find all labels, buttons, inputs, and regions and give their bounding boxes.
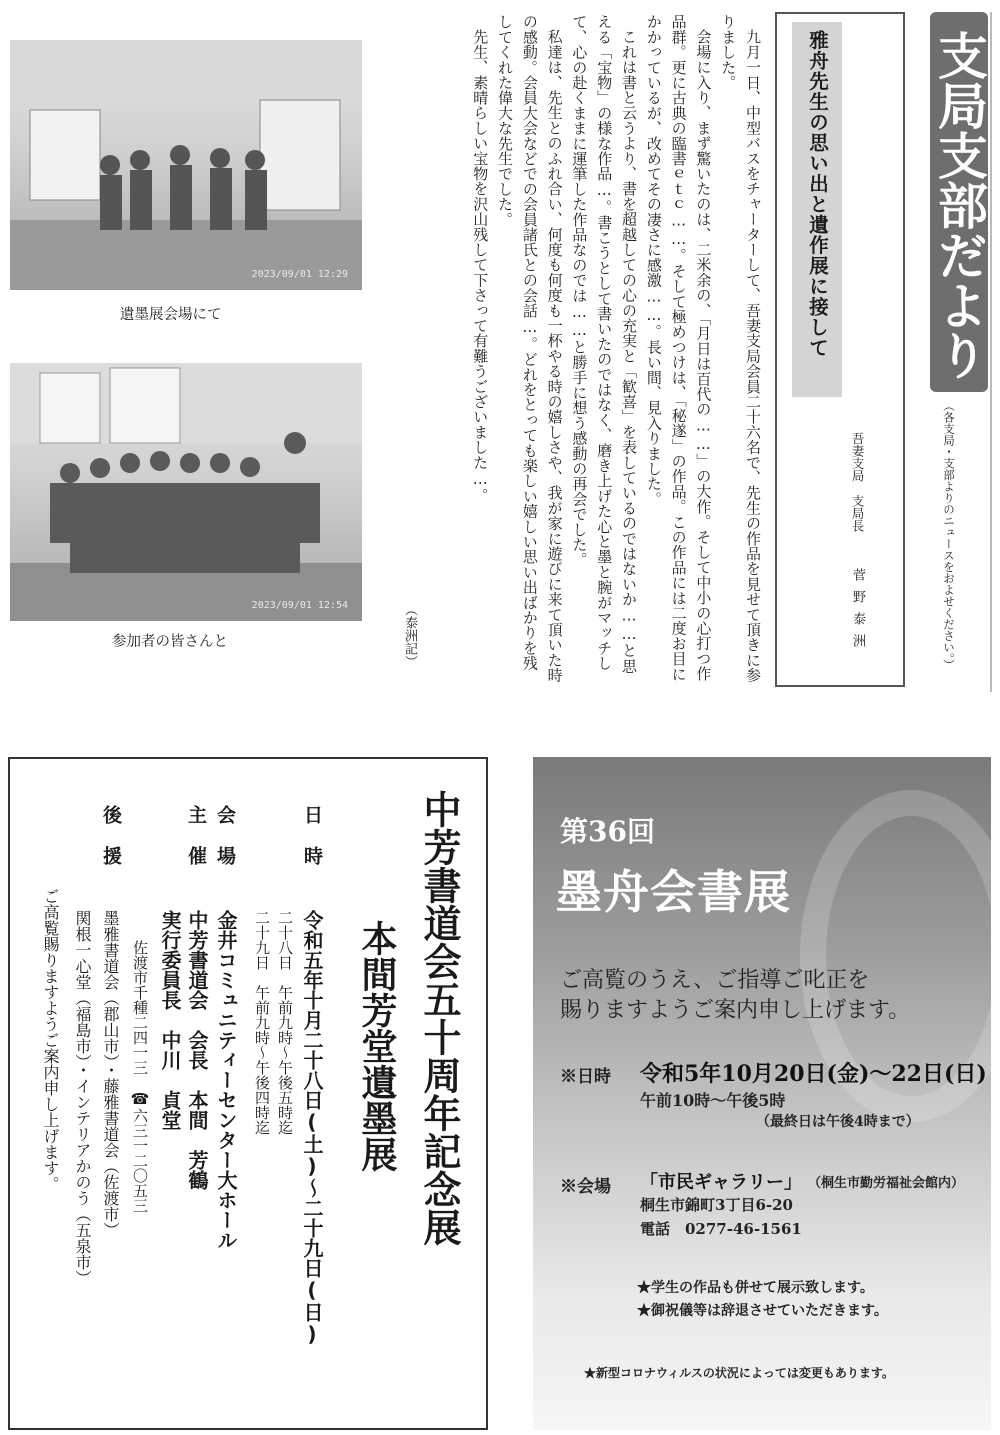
exhibition-time-day1: 二十八日 午前九時〜午後五時迄: [276, 910, 294, 1135]
label-venue: 会場: [214, 805, 236, 887]
flyer-venue-sub: （桐生市勤労福祉会館内）: [808, 1176, 965, 1191]
exhibition-venue: 金井コミュニティーセンター大ホール: [214, 910, 238, 1250]
flyer-phone: 電話 0277-46-1561: [640, 1220, 802, 1238]
flyer-title: 墨舟会書展: [556, 865, 791, 919]
label-support: 後援: [100, 805, 122, 887]
exhibition-invitation: ご高覧賜りますようご案内申し上げます。: [41, 888, 60, 1192]
divider: [990, 12, 992, 692]
flyer-date-label: ※日時: [560, 1067, 611, 1087]
article-paragraph: 先生、素晴らしい宝物を沢山残して下さって有難うございました…。: [471, 29, 490, 504]
article-paragraph: 私達は、先生とのふれ合い、何度も何度も一杯やる時の嬉しさや、我が家に遊びに来て頂いた時の感動。会員大会などでの会員諸氏との会話…。どれをとっても楽しい嬉しい思い出ばかりを残してくれた偉大な先生でした。: [496, 14, 564, 683]
photo-exhibition-hall-illustration: [10, 40, 362, 290]
flyer-greeting-line2: 賜りますようご案内申し上げます。: [560, 998, 911, 1023]
article-signoff: （泰洲記）: [402, 603, 417, 668]
photo-caption: 遺墨展会場にて: [120, 307, 222, 323]
flyer-note: ★新型コロナウィルスの状況によっては変更もあります。: [584, 1366, 894, 1380]
flyer-address: 桐生市錦町3丁目6-20: [640, 1196, 793, 1214]
exhibition-committee-chair: 実行委員長 中川 貞堂: [158, 910, 182, 1130]
byline-name: 菅野泰洲: [850, 568, 865, 656]
photo-group-illustration: [10, 363, 362, 621]
article-paragraph: 会場に入り、まず驚いたのは、二米余の、「月日は百代の……」の大作。そして中小の心打つ作品群。更に古典の臨書ｅｔｃ……。そして極めつけは、「秘遂」の作品。この作品には二度お目にかかっているが、改めてその凄さに感激……。長い間、見入りました。: [644, 14, 713, 682]
exhibition-subtitle: 本間芳堂遺墨展: [356, 920, 397, 1172]
article-paragraph: これは書と云うより、書を超越しての心の充実と「歓喜」を表しているのではないか……と思える「宝物」の様な作品…。書こうとして書いたのではなく、磨き上げた心と墨と腕がマッチして、心の赴くままに運筆した作品なのでは……と勝手に想う感動の再会でした。: [570, 14, 639, 674]
section-masthead: 支局支部だより: [930, 12, 988, 392]
flyer-note: ★御祝儀等は辞退させていただきます。: [637, 1303, 888, 1319]
exhibition-supporters-1: 墨雅書道会（郡山市）・藤雅書道会（佐渡市）: [101, 910, 120, 1238]
article-paragraph: 九月一日、中型バスをチャーターして、吾妻支局会員二十六名で、先生の作品を見せて頂きに参りました。: [719, 14, 762, 683]
flyer-edition: 第36回: [560, 815, 655, 848]
byline-org: 吾妻支局 支局長: [850, 432, 865, 532]
flyer-venue: 「市民ギャラリー」: [640, 1172, 802, 1193]
flyer-venue-label: ※会場: [560, 1177, 611, 1197]
flyer-note: ★学生の作品も併せて展示致します。: [637, 1280, 874, 1296]
label-host: 主催: [185, 805, 207, 887]
exhibition-host: 中芳書道会 会長 本間 芳鶴: [185, 910, 209, 1190]
photo-timestamp: 2023/09/01 12:29: [251, 269, 348, 280]
masthead-note: （各支局・支部よりのニュースをおよせください。）: [942, 400, 956, 671]
photo-exhibition-hall: [10, 40, 362, 290]
exhibition-supporters-2: 関根一心堂（福島市）・インテリアかのう（五泉市）: [73, 910, 92, 1286]
exhibition-address: 佐渡市千種二四一三 ☎六三一二〇五三: [131, 940, 149, 1213]
photo-group: [10, 363, 362, 621]
exhibition-date: 令和五年十月二十八日(土)〜二十九日(日): [300, 910, 324, 1346]
photo-timestamp: 2023/09/01 12:54: [251, 600, 348, 611]
flyer-greeting-line1: ご高覧のうえ、ご指導ご叱正を: [560, 968, 870, 993]
exhibition-title: 中芳書道会五十周年記念展: [417, 790, 461, 1246]
photo-caption: 参加者の皆さんと: [112, 634, 228, 650]
flyer-time-note: （最終日は午後4時まで）: [756, 1114, 920, 1130]
exhibition-time-day2: 二十九日 午前九時〜午後四時迄: [253, 910, 271, 1135]
flyer-date: 令和5年10月20日(金)〜22日(日): [640, 1061, 987, 1087]
label-date: 日時: [301, 805, 323, 887]
article-body: [395, 14, 765, 684]
flyer-time: 午前10時〜午後5時: [640, 1091, 786, 1110]
article-title: 雅舟先生の思い出と遺作展に接して: [806, 30, 829, 358]
